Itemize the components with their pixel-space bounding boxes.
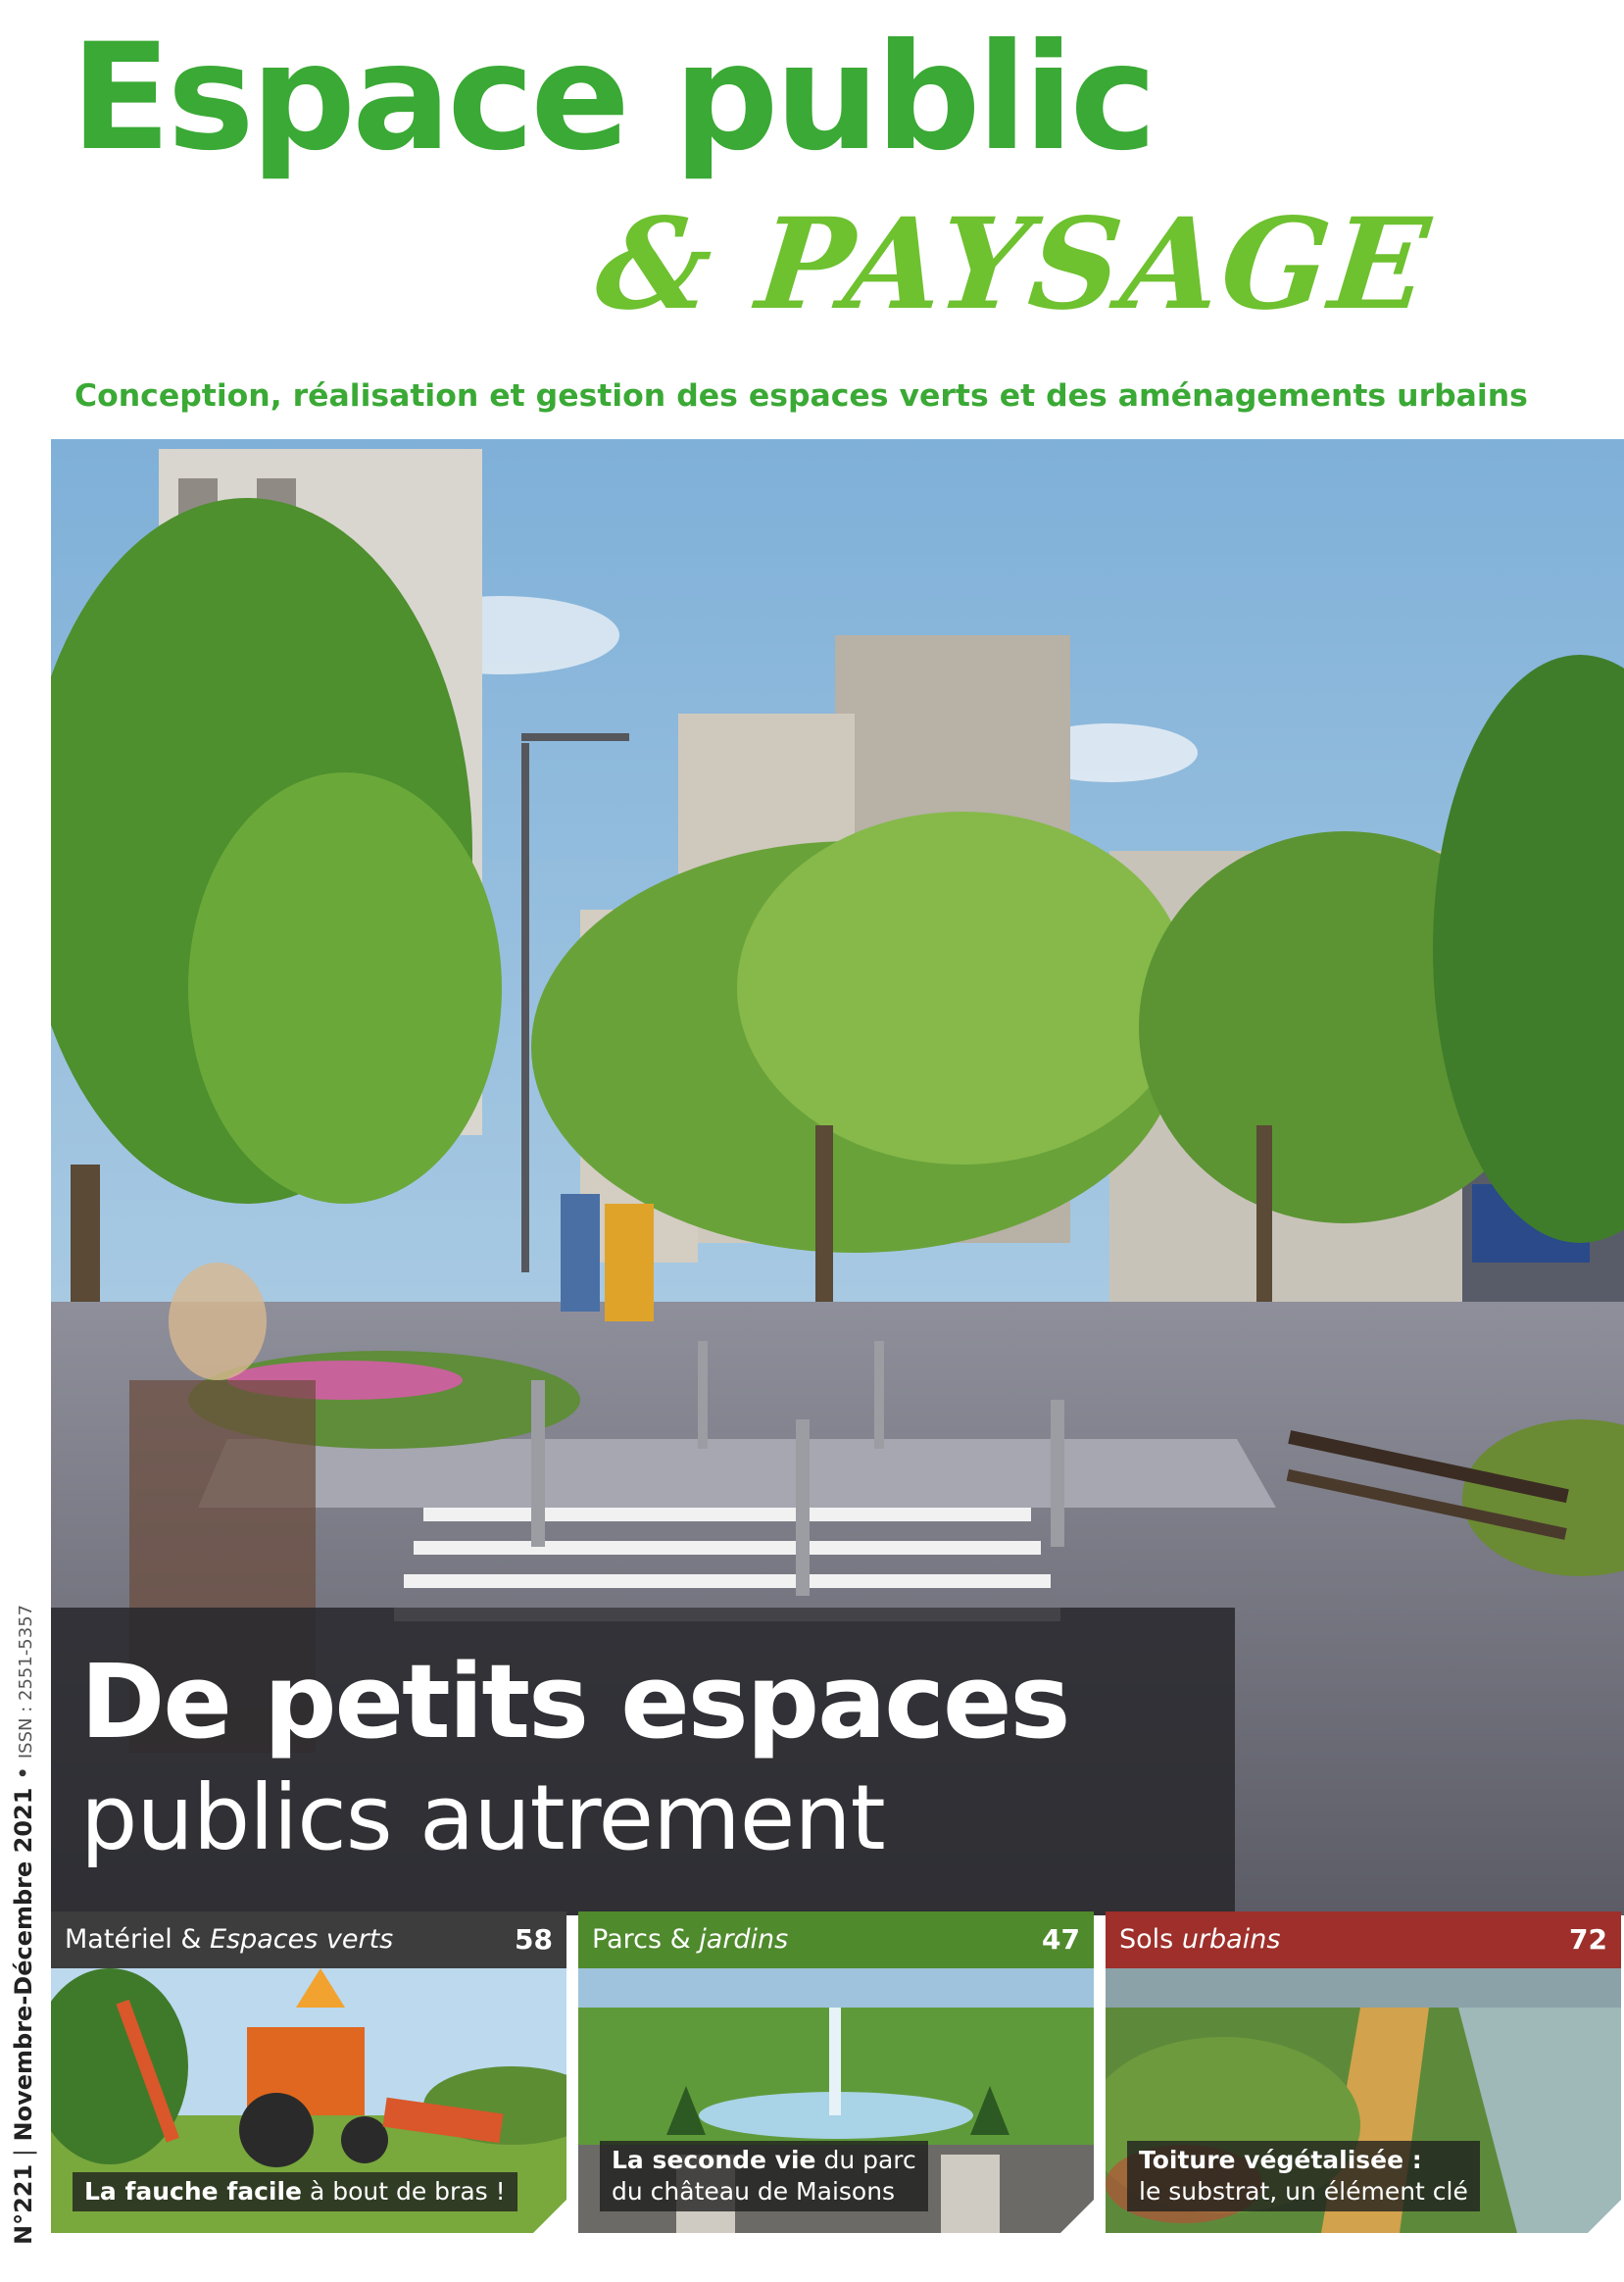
caption-line2: du château de Maisons bbox=[612, 2177, 896, 2206]
cover-subheadline: publics autrement bbox=[80, 1765, 885, 1870]
corner-fold bbox=[533, 2200, 566, 2233]
card-section: Sols bbox=[1119, 1924, 1182, 1955]
issue-spine bbox=[4, 1604, 43, 2245]
caption-rest: à bout de bras ! bbox=[302, 2177, 506, 2206]
issue-date: Novembre-Décembre 2021 bbox=[10, 1787, 37, 2142]
issue-number: N°221 bbox=[10, 2163, 37, 2245]
card-caption bbox=[600, 2141, 928, 2211]
card-page-number: 58 bbox=[515, 1923, 553, 1956]
tagline: Conception, réalisation et gestion des espaces verts et des aménagements urbains bbox=[74, 378, 1528, 414]
card-section-bar bbox=[1106, 1911, 1621, 1968]
card-section-italic: urbains bbox=[1181, 1924, 1281, 1955]
magazine-title: Espace public bbox=[71, 13, 1154, 183]
card-caption bbox=[73, 2172, 517, 2211]
issn: ISSN : 2551-5357 bbox=[16, 1604, 36, 1760]
caption-emphasis: Toiture végétalisée : bbox=[1139, 2146, 1422, 2174]
card-section-bar bbox=[578, 1911, 1094, 1968]
card-page-number: 72 bbox=[1569, 1923, 1607, 1956]
teaser-card-equipment[interactable] bbox=[51, 1911, 566, 2233]
card-section-italic: Espaces verts bbox=[209, 1924, 394, 1955]
card-section-italic: jardins bbox=[699, 1924, 789, 1955]
caption-rest: du parc bbox=[815, 2146, 916, 2174]
magazine-subtitle: & PAYSAGE bbox=[590, 191, 1437, 338]
card-section: Parcs & bbox=[592, 1924, 700, 1955]
caption-emphasis: La fauche facile bbox=[84, 2177, 302, 2206]
cover-headline-panel bbox=[51, 1608, 1235, 1915]
spine-separator: | bbox=[10, 2141, 37, 2164]
card-caption bbox=[1127, 2141, 1480, 2211]
teaser-card-parks[interactable] bbox=[578, 1911, 1094, 2233]
corner-fold bbox=[1588, 2200, 1621, 2233]
caption-line2: le substrat, un élément clé bbox=[1139, 2177, 1468, 2206]
card-section-bar bbox=[51, 1911, 566, 1968]
cover-headline: De petits espaces bbox=[80, 1642, 1069, 1761]
corner-fold bbox=[1060, 2200, 1094, 2233]
spine-bullet: • bbox=[10, 1759, 37, 1788]
caption-emphasis: La seconde vie bbox=[612, 2146, 816, 2174]
teaser-card-urban-soils[interactable] bbox=[1106, 1911, 1621, 2233]
card-section: Matériel & bbox=[65, 1924, 210, 1955]
card-page-number: 47 bbox=[1042, 1923, 1080, 1956]
